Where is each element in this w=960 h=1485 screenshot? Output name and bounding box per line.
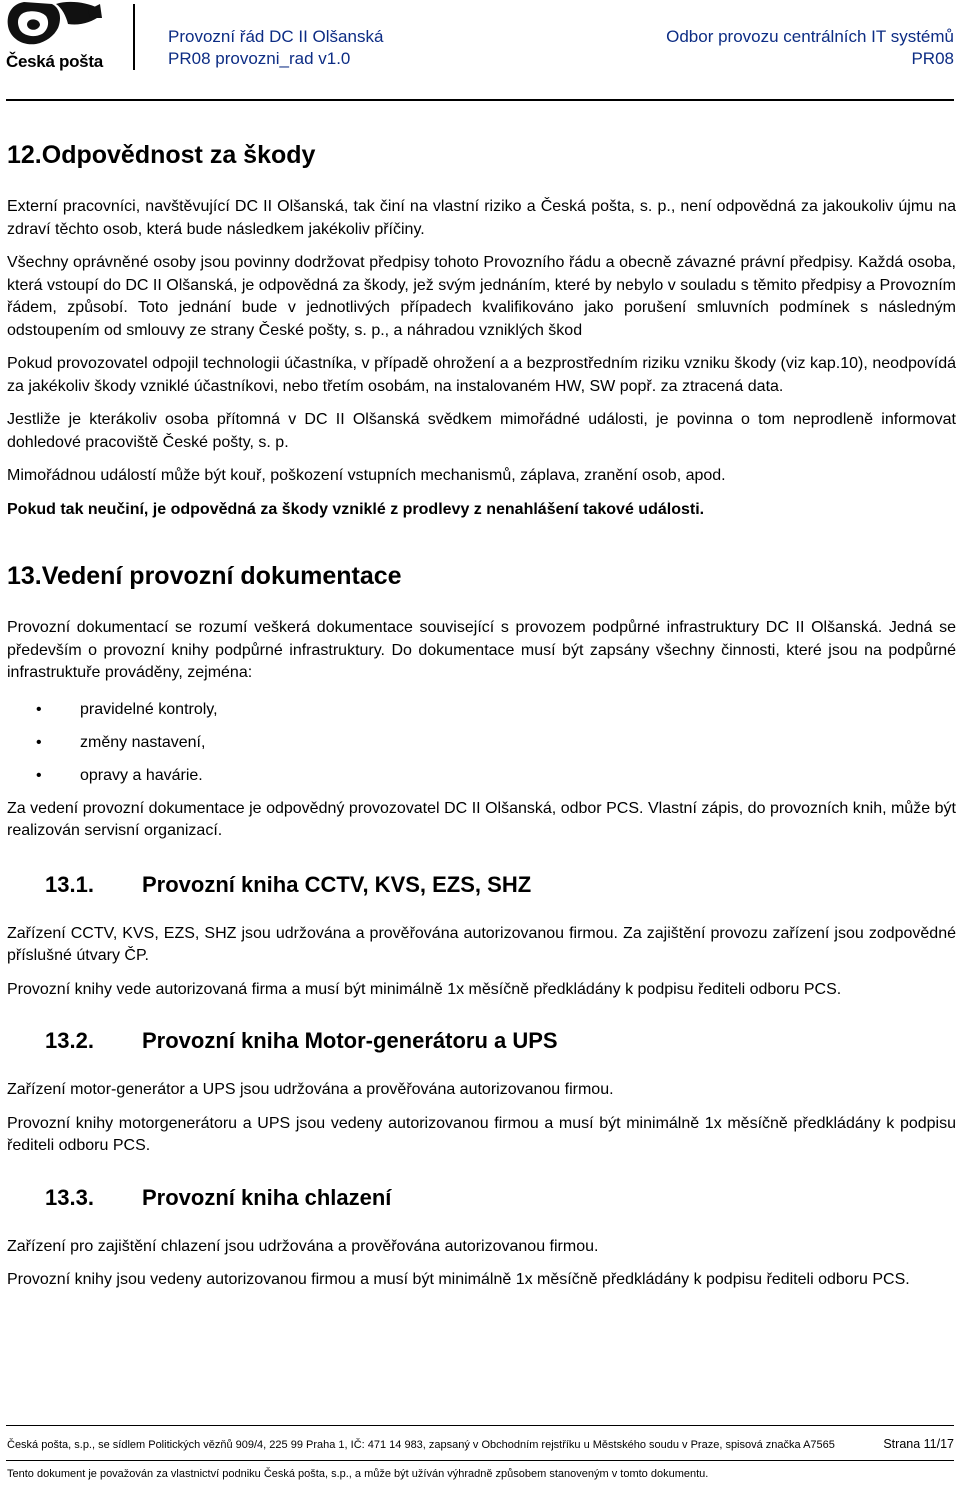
paragraph: Všechny oprávněné osoby jsou povinny dodržovat předpisy tohoto Provozního řádu a obecně závazné právní předpisy. Každá osoba, která vstoupí do DC II Olšanská, je odpovědná za škody, jež svým jednáním, které by nebylo v souladu s těmito předpisy a Provozním řádem, způsobí. Toto jednání bude v jednotlivých případech kvalifikováno jako porušení smluvních podmínek s následným odstoupením od smlouvy ze strany České pošty, s. p., a náhradou vzniklých škod <box>7 254 956 339</box>
paragraph: Provozní knihy vede autorizovaná firma a musí být minimálně 1x měsíčně předkládány k podpisu řediteli odboru PCS. <box>7 980 842 998</box>
doc-file: PR08 provozni_rad v1.0 <box>168 49 351 68</box>
section-12-heading <box>7 140 956 170</box>
section-13-heading <box>7 561 956 591</box>
paragraph: Jestliže je kterákoliv osoba přítomná v DC II Olšanská svědkem mimořádné události, je povinna o tom neprodleně informovat dohledové pracoviště České pošty, s. p. <box>7 411 956 451</box>
section-number: 13.3. <box>45 1184 94 1210</box>
posthorn-icon <box>4 0 104 52</box>
paragraph: Provozní dokumentací se rozumí veškerá dokumentace související s provozem podpůrné infrastruktury DC II Olšanská. Jedná se především o provozní knihy podpůrné infrastruktury. Do dokumentace musí být zapsány všechny činnosti, které jsou na podpůrné infrastruktuře prováděny, zejména: <box>7 619 956 681</box>
document-body <box>7 140 956 1292</box>
page-number: Strana 11/17 <box>883 1437 954 1451</box>
section-title: Provozní kniha Motor-generátoru a UPS <box>142 1028 558 1053</box>
bullet-list <box>7 699 956 798</box>
section-13-1-heading <box>7 871 956 899</box>
paragraph: Zařízení CCTV, KVS, EZS, SHZ jsou udržována a prověřována autorizovanou firmou. Za zajištění provozu zařízení jsou zodpovědné příslušné útvary ČP. <box>7 924 956 964</box>
section-number: 13.1. <box>45 871 94 897</box>
section-title: Provozní kniha CCTV, KVS, EZS, SHZ <box>142 871 532 897</box>
paragraph: Za vedení provozní dokumentace je odpovědný provozovatel DC II Olšanská, odbor PCS. Vlastní zápis, do provozních knih, může být realizován servisní organizací. <box>7 799 956 839</box>
ceska-posta-logo <box>4 0 104 74</box>
doc-title: Provozní řád DC II Olšanská <box>168 27 384 46</box>
list-item: • opravy a havárie. <box>7 765 956 798</box>
paragraph: Pokud provozovatel odpojil technologii účastníka, v případě ohrožení a a bezprostředním riziku vzniku škody (viz kap.10), neodpovídá za jakékoliv škody vzniklé účastníkovi, nebo třetím osobám, na instalovaném HW, SW popř. za ztracená data. <box>7 355 956 395</box>
section-number: 13.2. <box>45 1028 94 1053</box>
header-rule <box>6 99 954 101</box>
section-title: Vedení provozní dokumentace <box>41 562 402 590</box>
paragraph: Externí pracovníci, navštěvující DC II Olšanská, tak činí na vlastní riziko a Česká pošta, s. p., není odpovědná za jakoukoliv újmu na zdraví těchto osob, která bude následkem jakékoliv příčiny. <box>7 198 956 238</box>
section-13-2-heading <box>7 1027 956 1055</box>
section-title: Provozní kniha chlazení <box>142 1184 392 1210</box>
header-doc-info <box>168 26 383 70</box>
section-number: 13. <box>7 562 42 590</box>
footer-rule <box>6 1425 954 1426</box>
paragraph: Provozní knihy motorgenerátoru a UPS jsou vedeny autorizovanou firmou a musí být minimálně 1x měsíčně předkládány k podpisu řediteli odboru PCS. <box>7 1114 956 1154</box>
paragraph: Zařízení pro zajištění chlazení jsou udržována a prověřována autorizovanou firmou. <box>7 1237 599 1255</box>
list-item: • změny nastavení, <box>7 732 956 765</box>
list-item: • pravidelné kontroly, <box>7 699 956 732</box>
paragraph: Zařízení motor-generátor a UPS jsou udržována a prověřována autorizovanou firmou. <box>7 1081 614 1098</box>
section-13-3-heading <box>7 1184 956 1212</box>
footer-note: Tento dokument je považován za vlastnictví podniku Česká pošta, s.p., a může být užíván výhradně způsobem stanoveným v tomto dokumentu. <box>7 1468 709 1480</box>
footer-rule <box>6 1460 954 1461</box>
paragraph: Provozní knihy jsou vedeny autorizovanou firmou a musí být minimálně 1x měsíčně předkládány k podpisu řediteli odboru PCS. <box>7 1271 910 1288</box>
footer-company: Česká pošta, s.p., se sídlem Politických vězňů 909/4, 225 99 Praha 1, IČ: 471 14 983, zapsaný v Obchodním rejstříku u Městského soudu v Praze, spisová značka A7565 <box>7 1439 835 1451</box>
section-number: 12. <box>7 141 42 169</box>
doc-code: PR08 <box>911 49 954 68</box>
paragraph: Mimořádnou událostí může být kouř, poškození vstupních mechanismů, záplava, zranění osob, apod. <box>7 467 726 484</box>
header-department-info <box>666 26 954 70</box>
header-divider <box>133 4 135 70</box>
department: Odbor provozu centrálních IT systémů <box>666 27 954 46</box>
section-title: Odpovědnost za škody <box>41 141 316 169</box>
paragraph-bold: Pokud tak neučiní, je odpovědná za škody vzniklé z prodlevy z nenahlášení takové události. <box>7 500 705 518</box>
logo-text: Česká pošta <box>6 52 103 71</box>
